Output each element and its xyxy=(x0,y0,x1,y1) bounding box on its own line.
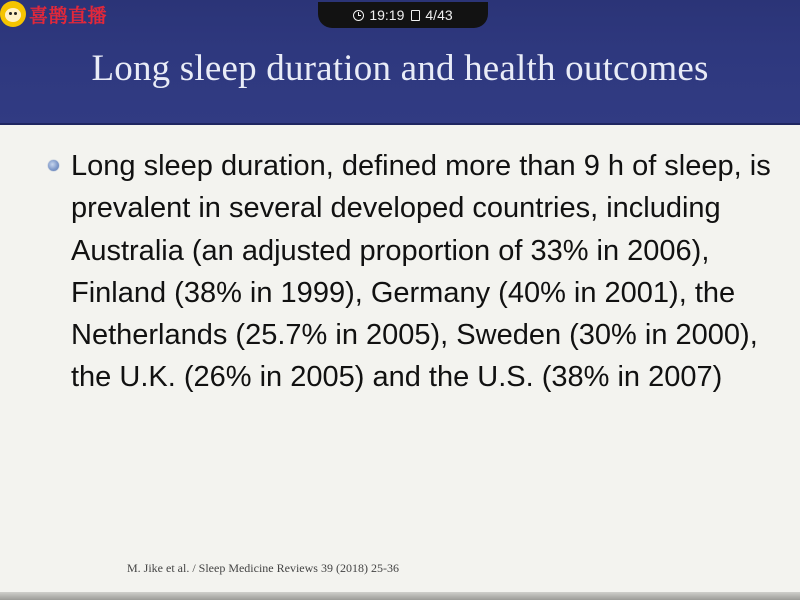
status-time: 19:19 xyxy=(369,7,405,23)
slide-body xyxy=(48,145,778,399)
page-icon xyxy=(411,10,420,21)
bullet-text: Long sleep duration, defined more than 9 h of sleep, is prevalent in several developed countries, including Australia (an adjusted proportion of 33% in 2006), Finland (38% in 1999), Germany (40% in 2001), the Netherlands (25.7% in 2005), Sweden (30% in 2000), the U.K. (26% in 2005) and the U.S. (38% in 2007) xyxy=(71,150,771,394)
app-logo xyxy=(0,0,107,28)
citation: M. Jike et al. / Sleep Medicine Reviews 39 (2018) 25-36 xyxy=(127,561,399,575)
slide-title: Long sleep duration and health outcomes xyxy=(91,48,709,89)
magpie-logo-icon xyxy=(0,1,26,27)
bullet-icon xyxy=(48,160,59,171)
playback-status-pill[interactable] xyxy=(318,2,488,28)
status-page-counter: 4/43 xyxy=(425,7,453,23)
bottom-edge xyxy=(0,592,800,600)
logo-text: 喜鹊直播 xyxy=(29,4,108,27)
clock-icon xyxy=(353,10,364,21)
